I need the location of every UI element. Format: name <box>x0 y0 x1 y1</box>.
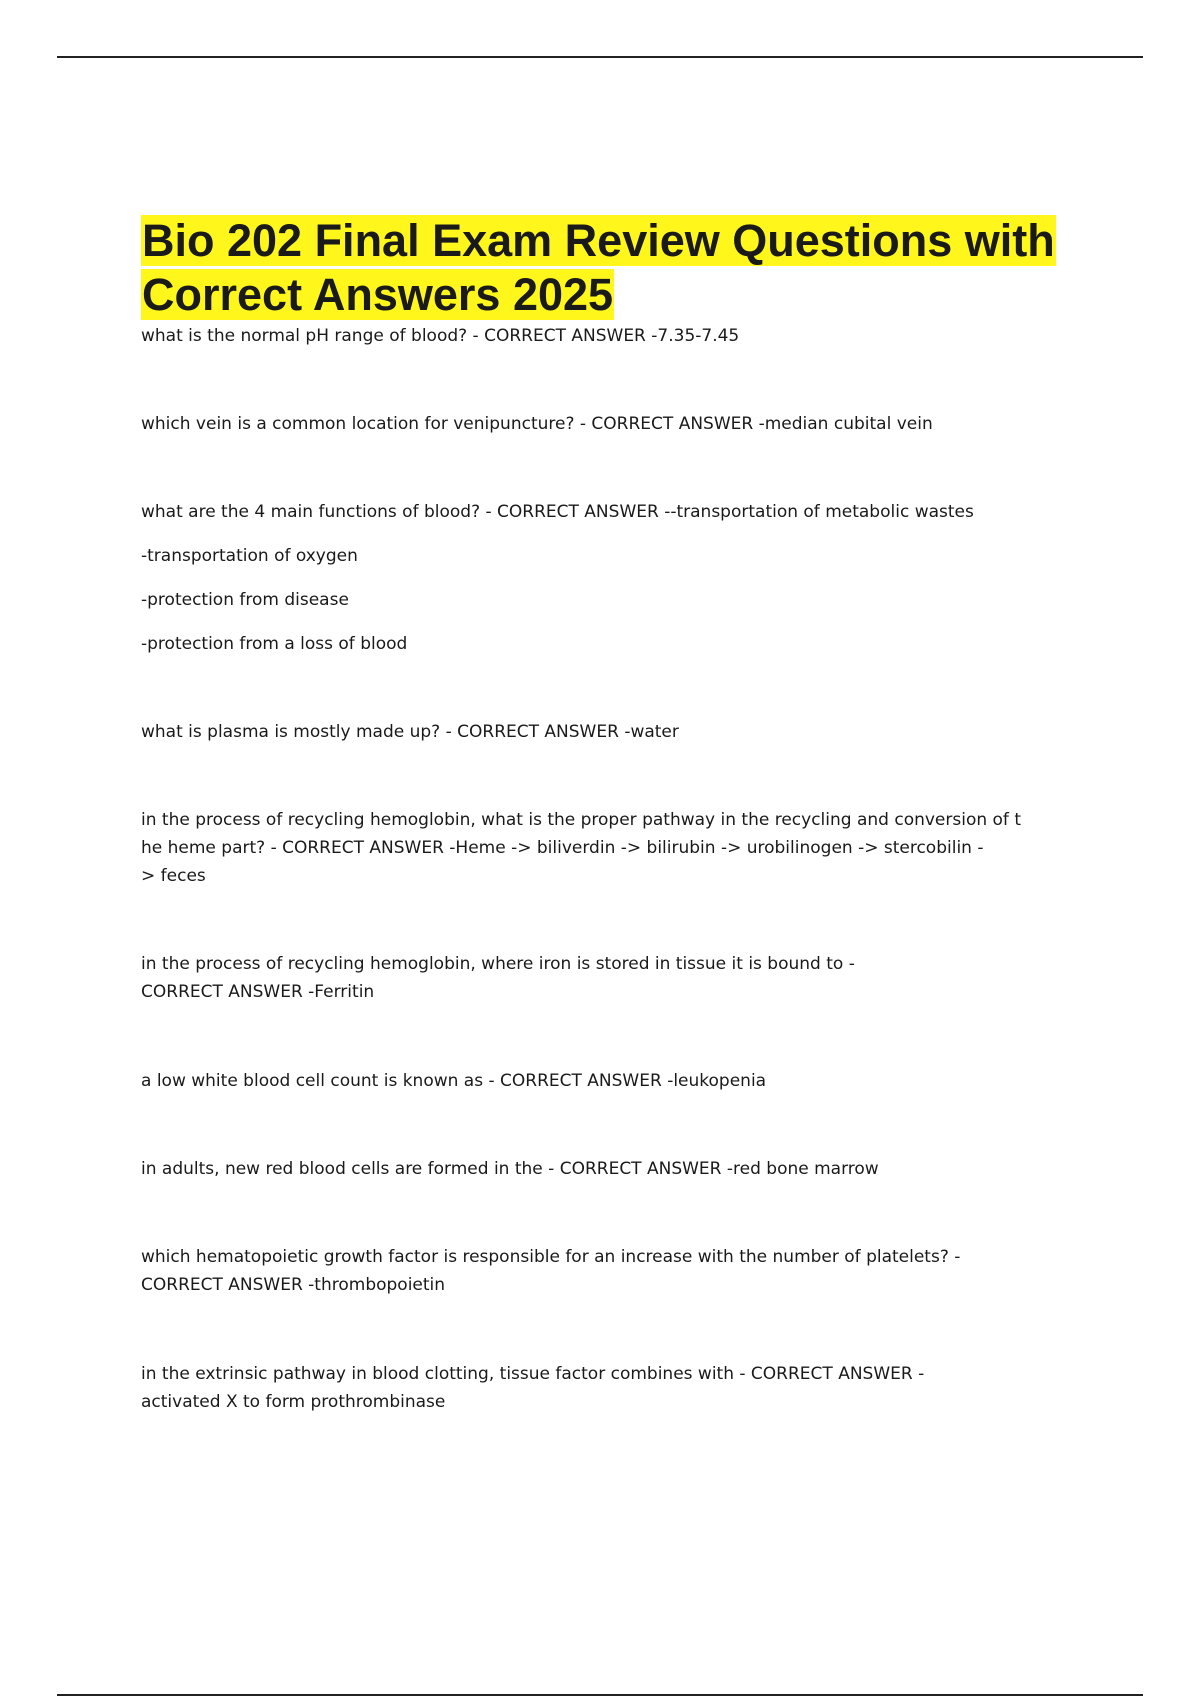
qa-venipuncture: which vein is a common location for venipuncture? - CORRECT ANSWER -median cubital vein <box>141 414 933 434</box>
bottom-rule <box>57 1694 1143 1696</box>
qa-ph-range: what is the normal pH range of blood? - CORRECT ANSWER -7.35-7.45 <box>141 326 740 346</box>
qa-red-bone-marrow: in adults, new red blood cells are formed in the - CORRECT ANSWER -red bone marrow <box>141 1159 879 1179</box>
document-title <box>141 214 1061 322</box>
qa-leukopenia: a low white blood cell count is known as - CORRECT ANSWER -leukopenia <box>141 1071 767 1091</box>
qa-blood-functions-item-blood-loss: -protection from a loss of blood <box>141 634 408 654</box>
title-highlight: Bio 202 Final Exam Review Questions with Correct Answers 2025 <box>142 215 1055 320</box>
qa-ferritin: in the process of recycling hemoglobin, where iron is stored in tissue it is bound to - CORRECT ANSWER -Ferritin <box>141 954 855 1002</box>
qa-plasma: what is plasma is mostly made up? - CORRECT ANSWER -water <box>141 722 679 742</box>
top-rule <box>57 56 1143 58</box>
qa-heme-pathway: in the process of recycling hemoglobin, what is the proper pathway in the recycling and conversion of t he heme part? - CORRECT ANSWER -Heme -> biliverdin -> bilirubin -> urobilinogen -> stercobilin - > feces <box>141 810 1021 886</box>
qa-extrinsic-pathway: in the extrinsic pathway in blood clotting, tissue factor combines with - CORRECT ANSWER - activated X to form prothrombinase <box>141 1364 925 1412</box>
qa-thrombopoietin: which hematopoietic growth factor is responsible for an increase with the number of platelets? - CORRECT ANSWER -thrombopoietin <box>141 1247 961 1295</box>
qa-blood-functions: what are the 4 main functions of blood? - CORRECT ANSWER --transportation of metabolic wastes <box>141 502 974 522</box>
qa-blood-functions-item-disease: -protection from disease <box>141 590 349 610</box>
qa-blood-functions-item-oxygen: -transportation of oxygen <box>141 546 358 566</box>
